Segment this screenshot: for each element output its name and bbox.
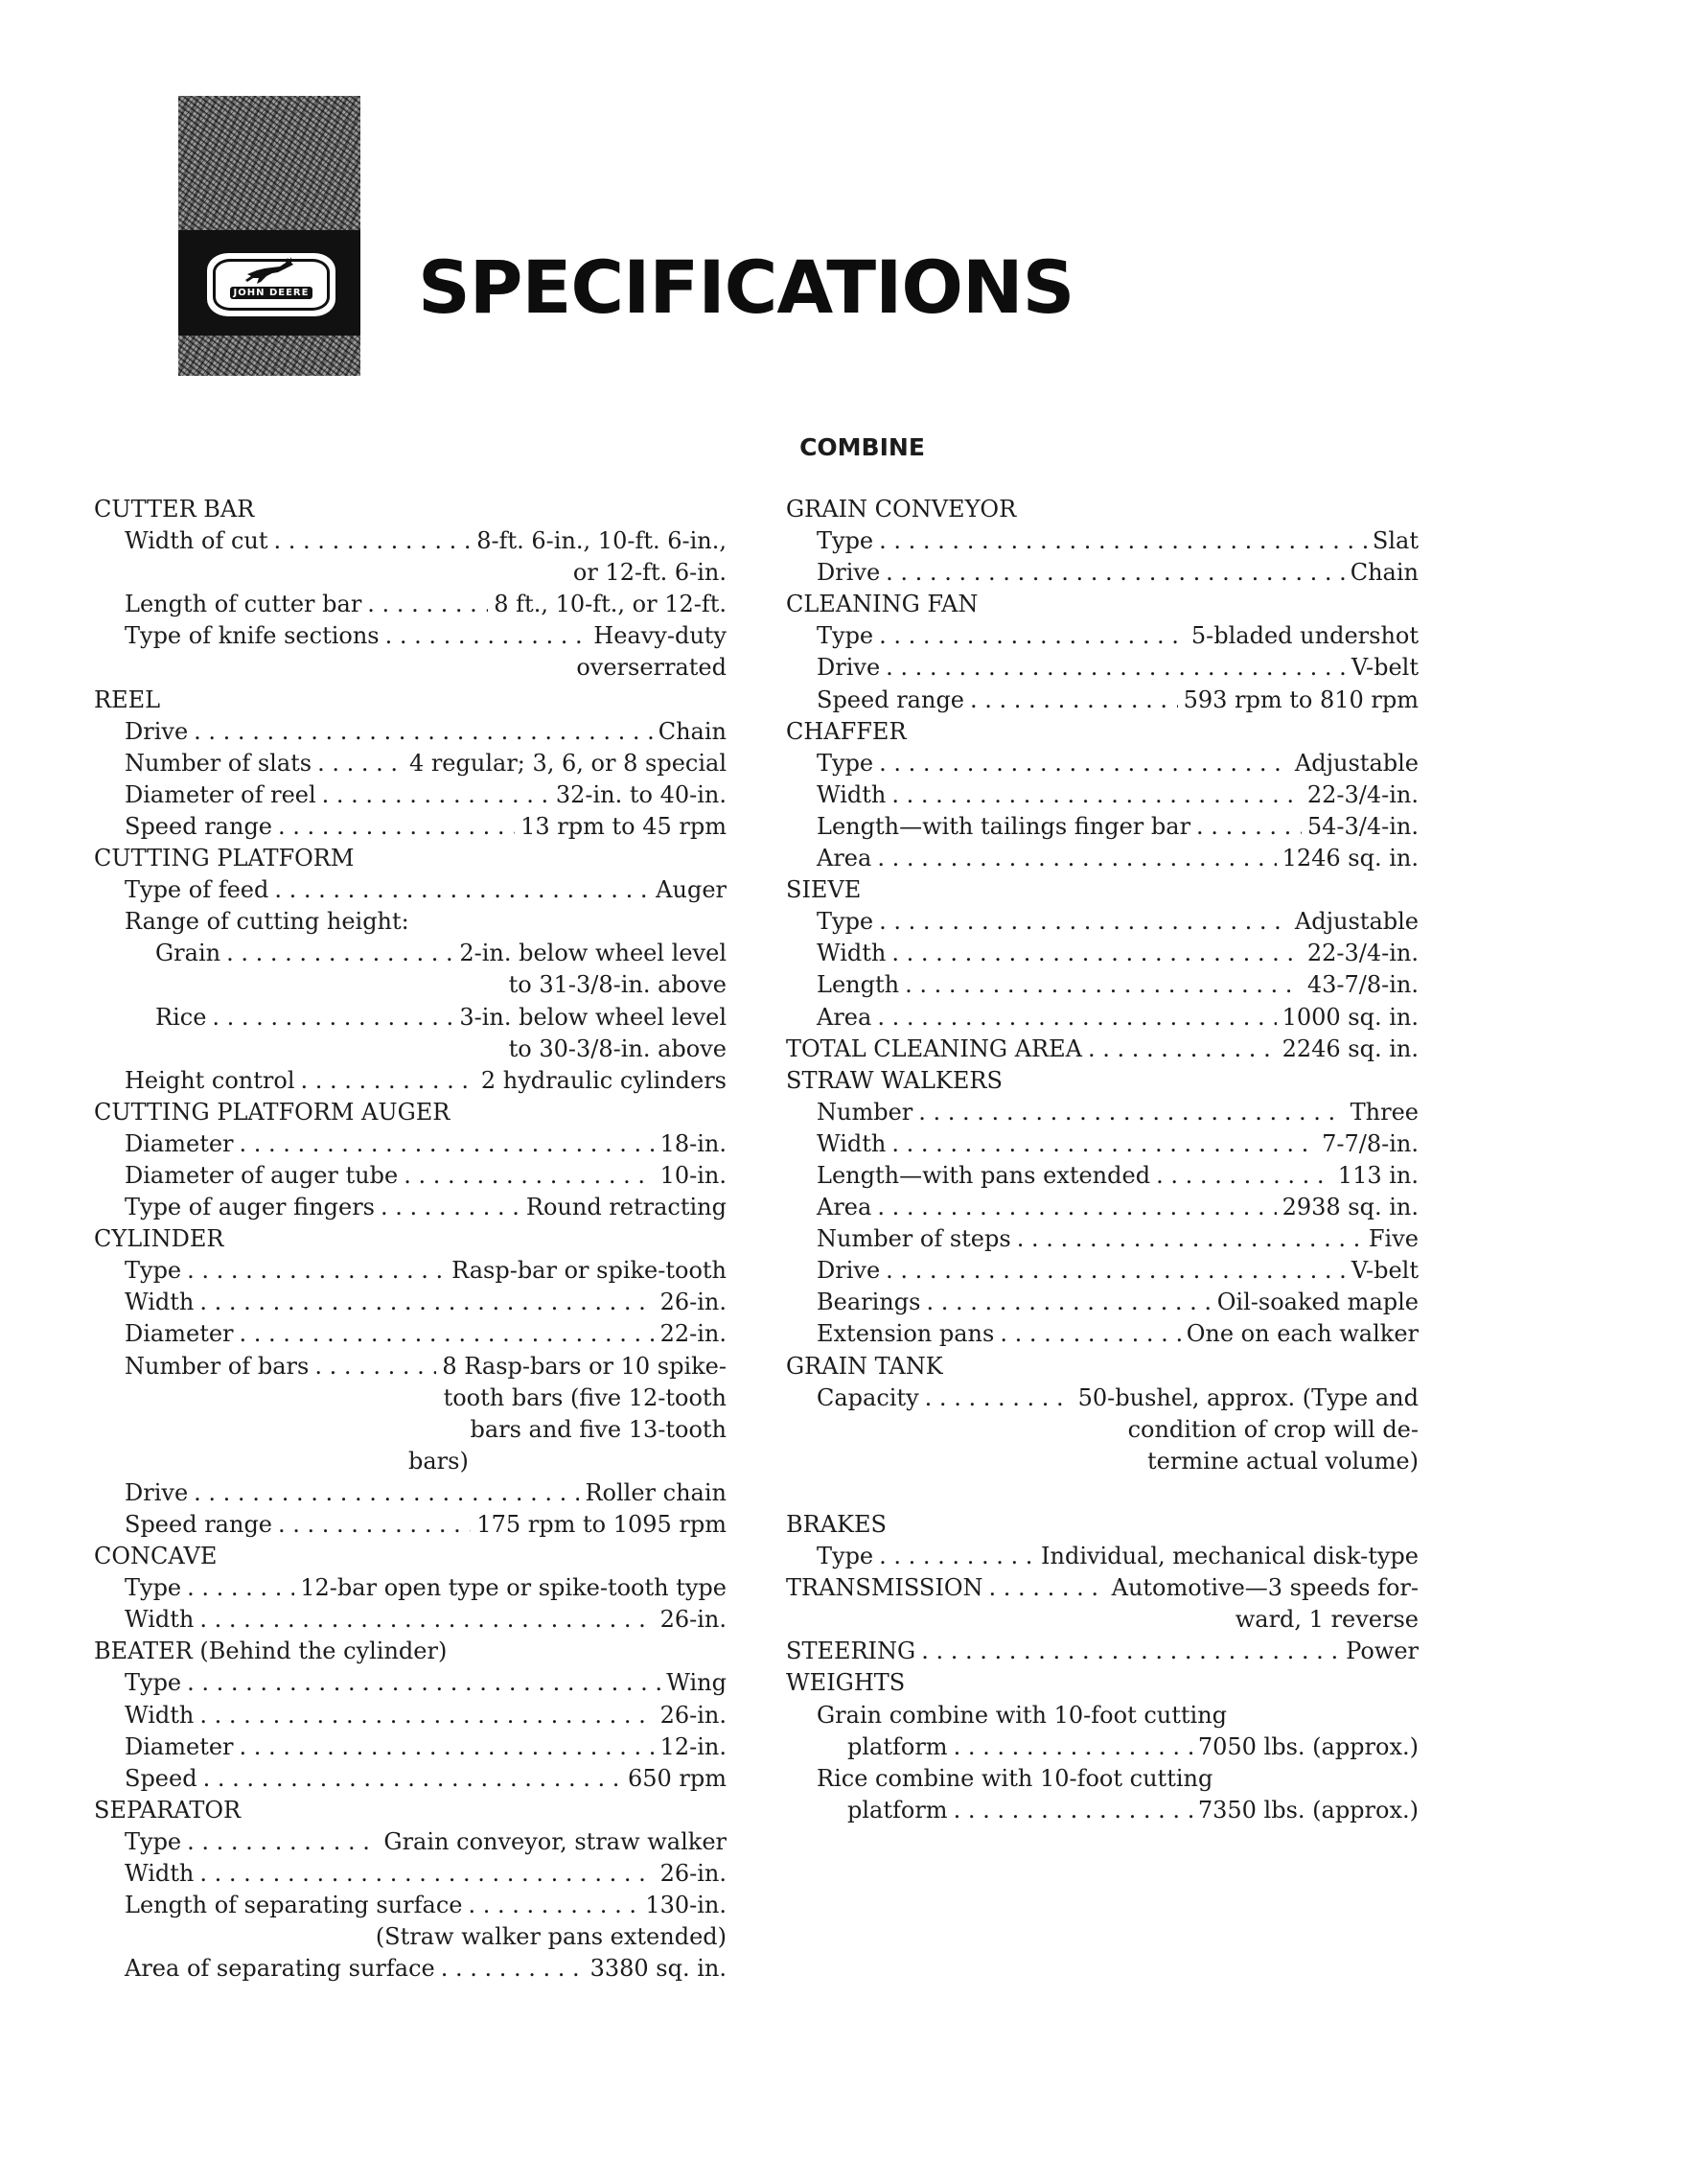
- spec-value-continuation: tooth bars (five 12-tooth: [443, 1383, 727, 1411]
- spec-column-left: [94, 494, 727, 1985]
- spec-value: Roller chain: [585, 1478, 727, 1506]
- spec-value: 10-in.: [659, 1161, 727, 1189]
- spec-value: Individual, mechanical disk-type: [1041, 1543, 1419, 1570]
- spec-row: [94, 1287, 727, 1318]
- spec-label: Type: [817, 527, 874, 555]
- dot-leader: [367, 589, 488, 620]
- dot-leader: [879, 525, 1367, 557]
- spec-value-continuation: condition of crop will de-: [1127, 1415, 1419, 1443]
- spec-row: [94, 1604, 727, 1636]
- spec-row: [94, 1890, 727, 1921]
- spec-value: Round retracting: [525, 1194, 727, 1221]
- spec-row: [786, 906, 1419, 938]
- spec-value: 12-in.: [659, 1732, 727, 1760]
- spec-label: Type: [125, 1574, 182, 1602]
- spec-value-continuation: overserrated: [576, 654, 727, 682]
- spec-row: [786, 1636, 1419, 1667]
- spec-row: [94, 1509, 727, 1541]
- spec-value: 3-in. below wheel level: [459, 1003, 727, 1031]
- spec-row: [786, 1128, 1419, 1160]
- spec-row: [786, 1541, 1419, 1572]
- dot-leader: [879, 620, 1186, 652]
- spec-subheading: Range of cutting height:: [125, 908, 409, 936]
- spec-label: Type: [125, 1669, 182, 1697]
- dot-leader: [278, 1509, 471, 1541]
- spec-row: [94, 1953, 727, 1985]
- spec-row: [94, 1477, 727, 1509]
- leaping-deer-icon: [243, 255, 297, 288]
- spec-row: [786, 620, 1419, 652]
- spec-value: 1246 sq. in.: [1282, 845, 1419, 872]
- spec-value: 12-bar open type or spike-tooth type: [300, 1574, 727, 1602]
- dot-leader: [212, 1002, 453, 1034]
- spec-label: Width: [125, 1606, 195, 1634]
- spec-label: Diameter of reel: [125, 780, 316, 808]
- logo-band: [178, 230, 360, 336]
- spec-label: Diameter: [125, 1129, 234, 1157]
- spec-row: [94, 620, 727, 652]
- spec-row: [786, 779, 1419, 811]
- dot-leader: [240, 1128, 655, 1160]
- spec-row: [94, 716, 727, 748]
- spec-label: Area: [817, 1194, 872, 1221]
- spec-value: 43-7/8-in.: [1306, 971, 1419, 999]
- dot-leader: [314, 1351, 436, 1382]
- spec-row: [94, 1065, 727, 1097]
- spec-label: Diameter of auger tube: [125, 1161, 399, 1189]
- spec-label: Type of knife sections: [125, 622, 380, 650]
- spec-row: [94, 1731, 727, 1763]
- spec-section-heading: CONCAVE: [94, 1543, 218, 1570]
- spec-label: Drive: [125, 717, 189, 745]
- spec-value: 26-in.: [659, 1289, 727, 1316]
- spec-value-continuation: (Straw walker pans extended): [375, 1923, 727, 1951]
- spec-value: 8-ft. 6-in., 10-ft. 6-in.,: [476, 527, 727, 555]
- dot-leader: [921, 1636, 1340, 1667]
- dot-leader: [240, 1318, 655, 1350]
- spec-value: 7-7/8-in.: [1322, 1129, 1419, 1157]
- dot-leader: [1088, 1034, 1277, 1065]
- spec-value: V-belt: [1351, 654, 1419, 682]
- spec-value: 7050 lbs. (approx.): [1197, 1732, 1419, 1760]
- spec-value: 22-in.: [659, 1320, 727, 1348]
- dot-leader: [274, 525, 472, 557]
- spec-label: Speed range: [817, 685, 965, 713]
- spec-row: [94, 1858, 727, 1890]
- spec-value: 2938 sq. in.: [1282, 1194, 1419, 1221]
- spec-value: 650 rpm: [627, 1764, 727, 1792]
- spec-label: Type: [817, 1543, 874, 1570]
- dot-leader: [187, 1572, 294, 1604]
- spec-value: 26-in.: [659, 1701, 727, 1729]
- spec-label: Width: [125, 1289, 195, 1316]
- spec-row: [786, 652, 1419, 684]
- spec-value: 54-3/4-in.: [1306, 812, 1419, 840]
- spec-section-heading: CUTTING PLATFORM: [94, 845, 355, 872]
- spec-label: Width: [817, 1129, 887, 1157]
- spec-label: Width: [817, 780, 887, 808]
- dot-leader: [194, 716, 653, 748]
- dot-leader: [199, 1604, 654, 1636]
- spec-value-continuation: bars and five 13-tooth: [470, 1415, 727, 1443]
- spec-label: Grain: [155, 940, 221, 967]
- spec-value: Power: [1346, 1638, 1419, 1665]
- spec-label: Drive: [817, 1257, 881, 1285]
- spec-value: 2246 sq. in.: [1282, 1034, 1419, 1062]
- dot-leader: [317, 748, 404, 779]
- spec-value: Adjustable: [1294, 749, 1419, 777]
- spec-value-continuation: or 12-ft. 6-in.: [572, 559, 727, 587]
- spec-value: Heavy-duty: [593, 622, 727, 650]
- spec-row: [786, 1255, 1419, 1287]
- dot-leader: [441, 1953, 585, 1985]
- spec-column-right: [786, 494, 1419, 1826]
- dot-leader: [194, 1477, 579, 1509]
- spec-value: 1000 sq. in.: [1282, 1003, 1419, 1031]
- spec-value: 2 hydraulic cylinders: [480, 1066, 727, 1094]
- spec-row: [94, 811, 727, 843]
- spec-section-heading: WEIGHTS: [786, 1669, 906, 1697]
- spec-value: 175 rpm to 1095 rpm: [476, 1511, 727, 1538]
- spec-row: [786, 1318, 1419, 1350]
- spec-value: 4 regular; 3, 6, or 8 special: [408, 749, 727, 777]
- spec-value: Automotive—3 speeds for-: [1111, 1574, 1419, 1602]
- spec-label: Speed range: [125, 1511, 273, 1538]
- spec-row: [786, 811, 1419, 843]
- dot-leader: [199, 1858, 654, 1890]
- dot-leader: [879, 748, 1289, 779]
- spec-row: [94, 1667, 727, 1699]
- dot-leader: [468, 1890, 639, 1921]
- spec-row: [94, 748, 727, 779]
- spec-label: Type: [817, 622, 874, 650]
- dot-leader: [381, 1192, 520, 1223]
- spec-value: Oil-soaked maple: [1216, 1289, 1419, 1316]
- spec-row: [94, 1351, 727, 1382]
- spec-row: [786, 1034, 1419, 1065]
- spec-value: Three: [1350, 1098, 1419, 1126]
- logo-badge: [207, 253, 335, 316]
- spec-row: [786, 685, 1419, 716]
- spec-label: Length: [817, 971, 900, 999]
- spec-row: [94, 1192, 727, 1223]
- spec-label: Width of cut: [125, 527, 268, 555]
- spec-label: Type: [817, 908, 874, 936]
- spec-value: Slat: [1372, 527, 1419, 555]
- spec-label: platform: [847, 1732, 948, 1760]
- spec-value: Adjustable: [1294, 908, 1419, 936]
- spec-label: Area of separating surface: [125, 1955, 435, 1983]
- spec-row: [786, 1287, 1419, 1318]
- spec-value: 130-in.: [645, 1892, 727, 1919]
- spec-label: Width: [125, 1701, 195, 1729]
- spec-section-heading: CLEANING FAN: [786, 591, 979, 618]
- spec-section-heading: GRAIN CONVEYOR: [786, 496, 1017, 523]
- dot-leader: [886, 1255, 1346, 1287]
- spec-value: 22-3/4-in.: [1306, 940, 1419, 967]
- dot-leader: [1017, 1223, 1363, 1255]
- spec-row: [94, 1700, 727, 1731]
- spec-value: 5-bladed undershot: [1190, 622, 1419, 650]
- spec-label: Area: [817, 845, 872, 872]
- spec-row: [94, 1160, 727, 1192]
- spec-label: Speed range: [125, 812, 273, 840]
- spacer: [786, 1477, 1419, 1509]
- spec-row: [94, 589, 727, 620]
- dot-leader: [905, 969, 1302, 1001]
- spec-row: [786, 938, 1419, 969]
- section-title: COMBINE: [799, 433, 925, 461]
- dot-leader: [926, 1287, 1211, 1318]
- dot-leader: [187, 1826, 378, 1858]
- spec-value: 2-in. below wheel level: [459, 940, 727, 967]
- dot-leader: [240, 1731, 655, 1763]
- logo-wordmark: JOHN DEERE: [207, 288, 335, 298]
- spec-label: Width: [125, 1860, 195, 1888]
- spec-value: 50-bushel, approx. (Type and: [1077, 1383, 1419, 1411]
- spec-row: [94, 1002, 727, 1034]
- spec-row: [786, 525, 1419, 557]
- spec-label: Number of steps: [817, 1225, 1011, 1253]
- dot-leader: [970, 685, 1178, 716]
- spec-value: 8 ft., 10-ft., or 12-ft.: [494, 591, 727, 618]
- dot-leader: [877, 1002, 1276, 1034]
- spec-value-continuation: ward, 1 reverse: [1235, 1606, 1419, 1634]
- spec-value-continuation: to 31-3/8-in. above: [508, 971, 727, 999]
- spec-label: Number of bars: [125, 1352, 310, 1380]
- spec-label: Length of cutter bar: [125, 591, 362, 618]
- dot-leader: [918, 1097, 1344, 1128]
- dot-leader: [886, 652, 1346, 684]
- dot-leader: [404, 1160, 654, 1192]
- dot-leader: [187, 1255, 446, 1287]
- spec-row: [94, 874, 727, 906]
- spec-row: [786, 1223, 1419, 1255]
- dot-leader: [879, 1541, 1035, 1572]
- spec-value: Wing: [666, 1669, 727, 1697]
- spec-label: Length of separating surface: [125, 1892, 463, 1919]
- spec-value: 26-in.: [659, 1860, 727, 1888]
- dot-leader: [1156, 1160, 1332, 1192]
- page-title: SPECIFICATIONS: [418, 244, 1074, 330]
- spec-value: 18-in.: [659, 1129, 727, 1157]
- dot-leader: [891, 1128, 1316, 1160]
- dot-leader: [891, 938, 1301, 969]
- spec-section-heading: BRAKES: [786, 1511, 887, 1538]
- spec-label: Type of auger fingers: [125, 1194, 375, 1221]
- john-deere-logo: [178, 96, 360, 376]
- spec-section-heading: CHAFFER: [786, 717, 907, 745]
- spec-value-continuation: termine actual volume): [1147, 1447, 1419, 1475]
- spec-row: [94, 1572, 727, 1604]
- spec-row: [94, 525, 727, 557]
- spec-value: Auger: [656, 876, 727, 904]
- dot-leader: [274, 874, 650, 906]
- spec-label: Bearings: [817, 1289, 921, 1316]
- spec-section-heading: SEPARATOR: [94, 1796, 242, 1824]
- spec-label: Area: [817, 1003, 872, 1031]
- spec-value: 3380 sq. in.: [589, 1955, 727, 1983]
- spec-row: [786, 557, 1419, 589]
- spec-section-heading: SIEVE: [786, 876, 862, 904]
- spec-label: Type of feed: [125, 876, 269, 904]
- spec-row: [786, 843, 1419, 874]
- dot-leader: [891, 779, 1301, 811]
- spec-section-heading: CYLINDER: [94, 1225, 224, 1253]
- spec-value: 8 Rasp-bars or 10 spike-: [442, 1352, 727, 1380]
- spec-value-continuation: bars): [408, 1447, 469, 1475]
- spec-row: [94, 1128, 727, 1160]
- dot-leader: [301, 1065, 475, 1097]
- spec-label: Rice: [155, 1003, 207, 1031]
- dot-leader: [877, 1192, 1276, 1223]
- spec-label: Drive: [817, 654, 881, 682]
- spec-value: Chain: [658, 717, 727, 745]
- spec-label: TOTAL CLEANING AREA: [786, 1034, 1082, 1062]
- spec-value: V-belt: [1351, 1257, 1419, 1285]
- spec-row: [94, 1763, 727, 1795]
- spec-row: [786, 969, 1419, 1001]
- spec-value: 113 in.: [1337, 1161, 1419, 1189]
- spec-label: Type: [125, 1257, 182, 1285]
- spec-section-heading: BEATER (Behind the cylinder): [94, 1638, 448, 1665]
- spec-value: 22-3/4-in.: [1306, 780, 1419, 808]
- spec-label: Speed: [125, 1764, 197, 1792]
- spec-label: Capacity: [817, 1383, 919, 1411]
- spec-value: Five: [1368, 1225, 1419, 1253]
- spec-row: [786, 1192, 1419, 1223]
- spec-row: [94, 1255, 727, 1287]
- spec-label: Height control: [125, 1066, 295, 1094]
- spec-subheading: Grain combine with 10-foot cutting: [817, 1701, 1228, 1729]
- dot-leader: [954, 1731, 1192, 1763]
- dot-leader: [954, 1795, 1192, 1826]
- spec-row: [786, 1731, 1419, 1763]
- dot-leader: [322, 779, 550, 811]
- spec-label: Width: [817, 940, 887, 967]
- spec-label: Drive: [817, 559, 881, 587]
- dot-leader: [203, 1763, 622, 1795]
- dot-leader: [278, 811, 515, 843]
- spec-label: STEERING: [786, 1638, 916, 1665]
- dot-leader: [886, 557, 1345, 589]
- spec-label: Length—with pans extended: [817, 1161, 1151, 1189]
- spec-value: Grain conveyor, straw walker: [383, 1827, 727, 1855]
- dot-leader: [877, 843, 1276, 874]
- spec-subheading: Rice combine with 10-foot cutting: [817, 1764, 1213, 1792]
- spec-row: [786, 1002, 1419, 1034]
- spec-value: Chain: [1350, 559, 1419, 587]
- spec-label: TRANSMISSION: [786, 1574, 983, 1602]
- dot-leader: [1196, 811, 1302, 843]
- spec-value: 7350 lbs. (approx.): [1197, 1796, 1419, 1824]
- spec-label: Diameter: [125, 1320, 234, 1348]
- spec-row: [94, 1318, 727, 1350]
- spec-label: platform: [847, 1796, 948, 1824]
- spec-section-heading: CUTTER BAR: [94, 496, 255, 523]
- spec-value: 32-in. to 40-in.: [555, 780, 727, 808]
- spec-row: [786, 1382, 1419, 1414]
- spec-section-heading: GRAIN TANK: [786, 1352, 943, 1380]
- spec-row: [786, 1795, 1419, 1826]
- dot-leader: [199, 1700, 654, 1731]
- spec-label: Drive: [125, 1478, 189, 1506]
- spec-label: Number: [817, 1098, 913, 1126]
- spec-value: Rasp-bar or spike-tooth: [451, 1257, 727, 1285]
- dot-leader: [187, 1667, 660, 1699]
- spec-value-continuation: to 30-3/8-in. above: [508, 1034, 727, 1062]
- spec-label: Type: [125, 1827, 182, 1855]
- spec-section-heading: STRAW WALKERS: [786, 1066, 1003, 1094]
- spec-value: 593 rpm to 810 rpm: [1183, 685, 1419, 713]
- spec-section-heading: CUTTING PLATFORM AUGER: [94, 1098, 450, 1126]
- spec-label: Extension pans: [817, 1320, 995, 1348]
- spec-label: Length—with tailings finger bar: [817, 812, 1191, 840]
- spec-label: Diameter: [125, 1732, 234, 1760]
- spec-row: [94, 1826, 727, 1858]
- spec-row: [786, 1572, 1419, 1604]
- spec-value: 26-in.: [659, 1606, 727, 1634]
- spec-value: 13 rpm to 45 rpm: [520, 812, 727, 840]
- spec-label: Number of slats: [125, 749, 312, 777]
- spec-row: [786, 1160, 1419, 1192]
- dot-leader: [989, 1572, 1106, 1604]
- spec-section-heading: REEL: [94, 685, 161, 713]
- dot-leader: [199, 1287, 654, 1318]
- spec-row: [786, 1097, 1419, 1128]
- dot-leader: [226, 938, 453, 969]
- dot-leader: [879, 906, 1289, 938]
- dot-leader: [925, 1382, 1073, 1414]
- dot-leader: [1000, 1318, 1180, 1350]
- spec-row: [94, 779, 727, 811]
- spec-value: One on each walker: [1186, 1320, 1419, 1348]
- dot-leader: [385, 620, 589, 652]
- spec-label: Type: [817, 749, 874, 777]
- spec-row: [94, 938, 727, 969]
- spec-row: [786, 748, 1419, 779]
